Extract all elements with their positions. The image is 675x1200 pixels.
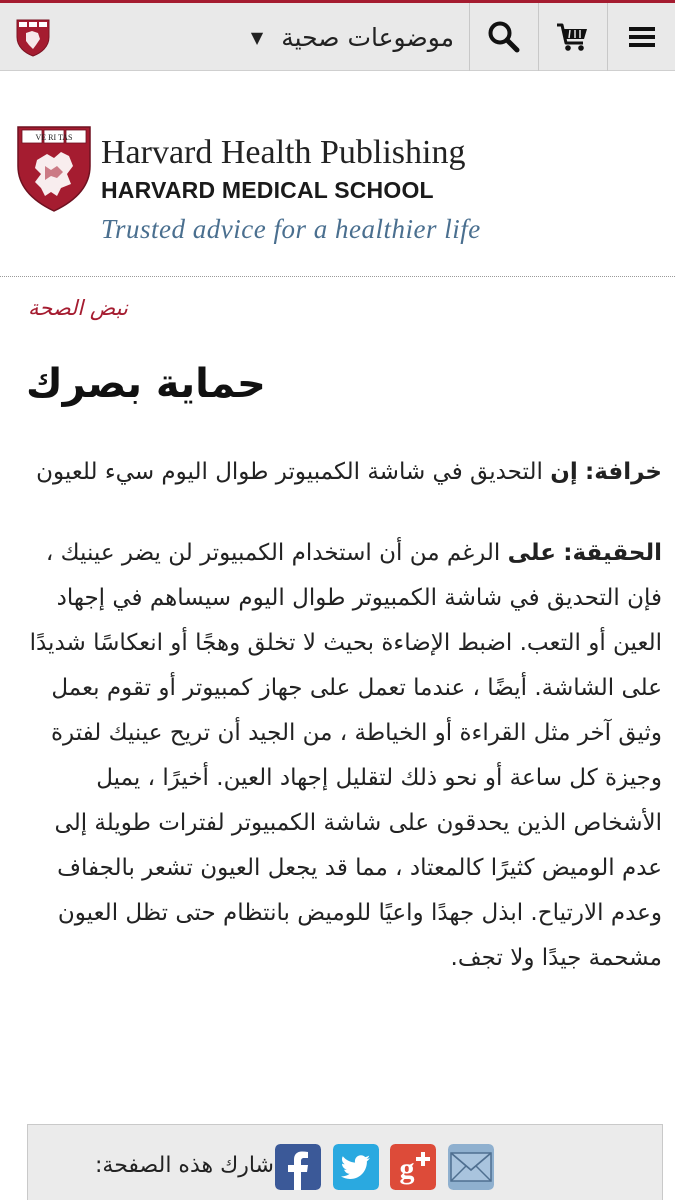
facebook-icon[interactable] [275, 1144, 321, 1190]
myth-label: خرافة: [585, 459, 662, 485]
logo-school-name: HARVARD MEDICAL SCHOOL [101, 177, 434, 203]
myth-paragraph [22, 450, 662, 495]
share-label: شارك هذه الصفحة: [95, 1153, 274, 1178]
section-kicker[interactable]: نبض الصحة [28, 296, 128, 320]
twitter-icon[interactable] [333, 1144, 379, 1190]
share-box [27, 1124, 663, 1200]
chevron-down-icon: ▼ [250, 27, 264, 47]
myth-bold-word: إن [550, 459, 578, 485]
page-title: حماية بصرك [26, 361, 266, 407]
fact-text: الرغم من أن استخدام الكمبيوتر لن يضر عينيك ، فإن التحديق في شاشة الكمبيوتر طوال اليوم سيساهم في إجهاد العين أو التعب. اضبط الإضاءة بحيث لا تخلق وهجًا أو انعكاسًا شديدًا على الشاشة. أيضًا ، عندما تعمل على جهاز كمبيوتر أو تقوم بعمل وثيق آخر مثل القراءة أو الخياطة ، من الجيد أن تريح عينيك لفترة وجيزة كل ساعة أو نحو ذلك لتقليل إجهاد العين. أخيرًا ، يميل الأشخاص الذين يحدقون على شاشة الكمبيوتر لفترات طويلة إلى عدم الوميض كثيرًا كالمعتاد ، مما قد يجعل العيون تشعر بالجفاف وعدم الارتياح. ابذل جهدًا واعيًا للوميض بانتظام حتى تظل العيون مشحمة جيدًا ولا تجف. [29, 540, 662, 971]
dotted-divider [0, 276, 675, 277]
search-icon [487, 20, 521, 54]
logo-publisher-name: Harvard Health Publishing [101, 134, 466, 171]
top-navigation-bar [0, 0, 675, 71]
email-icon[interactable] [448, 1144, 494, 1190]
myth-text: التحديق في شاشة الكمبيوتر طوال اليوم سيء للعيون [36, 459, 551, 485]
article-content [22, 296, 662, 981]
search-button[interactable] [469, 3, 537, 71]
fact-paragraph [22, 531, 662, 981]
logo-tagline: Trusted advice for a healthier life [101, 214, 481, 244]
menu-icon [627, 24, 657, 50]
google-plus-icon[interactable] [390, 1144, 436, 1190]
health-topics-label: موضوعات صحية [281, 22, 454, 52]
cart-icon [556, 21, 590, 53]
health-topics-dropdown[interactable] [0, 3, 468, 71]
fact-bold-word: على [507, 540, 556, 566]
shield-logo-icon[interactable] [16, 19, 50, 57]
svg-text:VE RI TAS: VE RI TAS [35, 133, 73, 142]
harvard-health-logo[interactable] [17, 126, 617, 250]
cart-button[interactable] [538, 3, 606, 71]
harvard-shield-icon [17, 126, 91, 212]
menu-button[interactable] [607, 3, 675, 71]
svg-text:g: g [399, 1152, 415, 1185]
fact-label: الحقيقة: [563, 540, 662, 566]
